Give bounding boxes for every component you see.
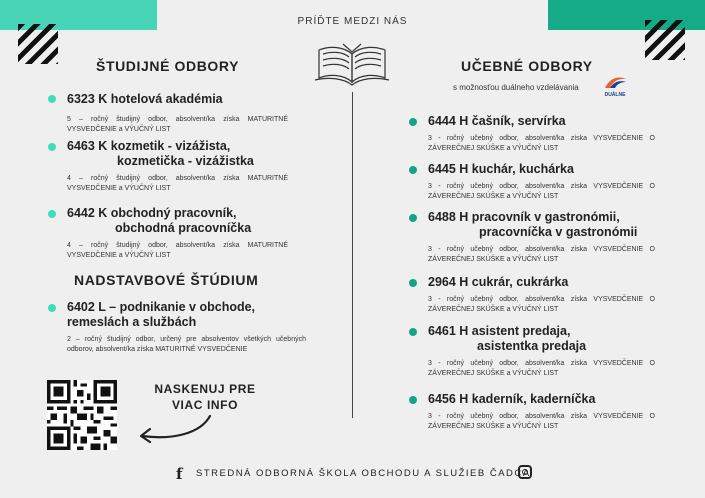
item-desc: 5 – ročný študijný odbor, absolvent/ka získa MATURITNÉ VYSVEDČENIE a VÝUČNÝ LIST (67, 116, 288, 133)
ucebny-item (409, 114, 655, 154)
item-title-line2: kozmetička - vizážistka (117, 154, 254, 168)
item-title-line2: asistentka predaja (477, 339, 587, 353)
item-title: 6323 K hotelová akadémia (67, 92, 223, 106)
item-desc: 3 - ročný učebný odbor, absolvent/ka získa VYSVEDČENIE O ZÁVEREČNEJ SKÚŠKE a VÝUČNÝ LIST (428, 183, 655, 200)
scan-text (150, 381, 260, 413)
item-title-line2: obchodná pracovníčka (115, 221, 252, 235)
study-item (48, 92, 288, 135)
dual-education-logo (602, 74, 628, 98)
item-desc: 4 – ročný študijný odbor, absolvent/ka získa MATURITNÉ VYSVEDČENIE a VÝUČNÝ LIST (67, 242, 288, 259)
bullet-dot (48, 95, 56, 103)
bullet-dot (48, 210, 56, 218)
item-title: 6463 K kozmetik - vizážista, (67, 139, 231, 153)
study-item (48, 139, 288, 194)
item-title: 6402 L – podnikanie v obchode, (67, 300, 256, 314)
dual-subtitle: s možnosťou duálneho vzdelávania (453, 83, 579, 92)
arrow-icon (136, 414, 216, 444)
item-title: 6445 H kuchár, kuchárka (428, 162, 574, 176)
item-title: 6456 H kaderník, kaderníčka (428, 392, 596, 406)
bullet-dot (409, 118, 417, 126)
instagram-icon[interactable] (518, 465, 532, 479)
nadstavba-section-title: NADSTAVBOVÉ ŠTÚDIUM (74, 272, 259, 288)
item-title: 2964 H cukrár, cukrárka (428, 275, 569, 289)
study-item (48, 206, 288, 261)
qr-code[interactable] (47, 380, 117, 450)
item-title: 6488 H pracovník v gastronómii, (428, 210, 620, 224)
item-title-line2: remeslách a službách (67, 315, 197, 329)
bullet-dot (48, 304, 56, 312)
bullet-dot (409, 328, 417, 336)
scan-line2: VIAC INFO (171, 398, 239, 412)
ucebne-section-title: UČEBNÉ ODBORY (461, 58, 593, 74)
book-icon (313, 40, 391, 88)
ucebny-item (409, 162, 655, 202)
item-title-line2: pracovníčka v gastronómii (479, 225, 638, 239)
bullet-dot (409, 279, 417, 287)
item-desc: 3 - ročný učebný odbor, absolvent/ka získa VYSVEDČENIE O ZÁVEREČNEJ SKÚŠKE a VÝUČNÝ LIST (428, 135, 655, 152)
stripes-icon (18, 24, 58, 64)
ucebny-item (409, 392, 655, 432)
dual-logo-text: DUÁLNE (604, 92, 626, 98)
item-desc: 4 – ročný študijný odbor, absolvent/ka získa MATURITNÉ VYSVEDČENIE a VÝUČNÝ LIST (67, 175, 288, 192)
item-desc: 3 - ročný učebný odbor, absolvent/ka získa VYSVEDČENIE O ZÁVEREČNEJ SKÚŠKE a VÝUČNÝ LIST (428, 296, 655, 313)
bullet-dot (48, 143, 56, 151)
item-desc: 2 – ročný študijný odbor, určený pre absolventov všetkých učebných odborov, absolvent/ka získa MATURITNÉ VYSVEDČENIE (67, 336, 306, 353)
center-divider (352, 92, 353, 418)
ucebny-item (409, 275, 655, 315)
item-desc: 3 - ročný učebný odbor, absolvent/ka získa VYSVEDČENIE O ZÁVEREČNEJ SKÚŠKE a VÝUČNÝ LIST (428, 413, 655, 430)
item-title: 6444 H čašník, servírka (428, 114, 566, 128)
bullet-dot (409, 396, 417, 404)
item-title: 6461 H asistent predaja, (428, 324, 571, 338)
item-desc: 3 - ročný učebný odbor, absolvent/ka získa VYSVEDČENIE O ZÁVEREČNEJ SKÚŠKE a VÝUČNÝ LIST (428, 360, 655, 377)
ucebny-item (409, 210, 659, 265)
scan-line1: NASKENUJ PRE (154, 382, 256, 396)
facebook-icon[interactable]: f (176, 465, 183, 483)
bullet-dot (409, 166, 417, 174)
school-name: STREDNÁ ODBORNÁ ŠKOLA OBCHODU A SLUŽIEB ČADCA (196, 468, 531, 479)
ucebny-item (409, 324, 655, 379)
footer (0, 465, 705, 483)
nadstavba-item (48, 300, 306, 355)
header-title: PRÍĎTE MEDZI NÁS (297, 16, 408, 27)
item-title: 6442 K obchodný pracovník, (67, 206, 237, 220)
study-section-title: ŠTUDIJNÉ ODBORY (96, 58, 240, 74)
bullet-dot (409, 214, 417, 222)
item-desc: 3 - ročný učebný odbor, absolvent/ka získa VYSVEDČENIE O ZÁVEREČNEJ SKÚŠKE a VÝUČNÝ LIST (428, 246, 655, 263)
